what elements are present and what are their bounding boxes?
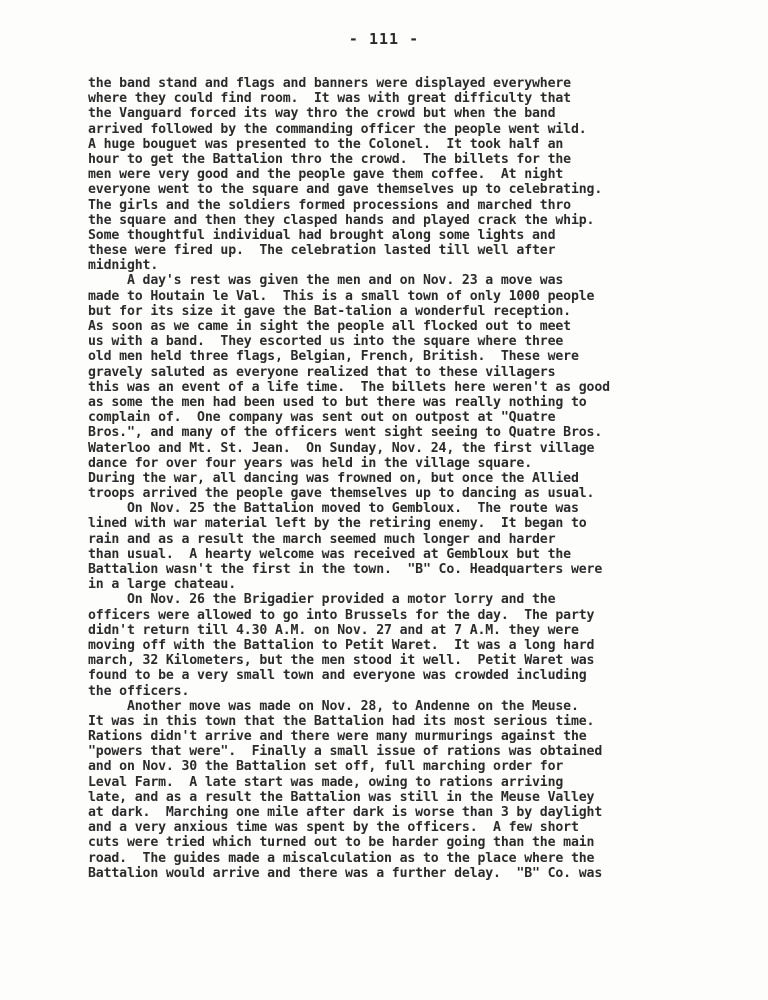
text-line: the band stand and flags and banners were displayed everywhere [88,76,571,91]
text-line: found to be a very small town and everyone was crowded including [88,668,587,684]
text-line: these were fired up. The celebration lasted till well after [88,243,556,259]
text-line: but for its size it gave the Bat-talion a wonderful reception. [88,303,571,319]
text-line: this was an event of a life time. The billets here weren't as good [88,379,610,395]
text-line: A huge bouguet was presented to the Colonel. It took half an [88,136,564,152]
text-line: the officers. [88,683,190,699]
text-line: Rations didn't arrive and there were many murmurings against the [88,729,587,745]
text-line: hour to get the Battalion thro the crowd. The billets for the [88,151,571,167]
text-line: didn't return till 4.30 A.M. on Nov. 27 and at 7 A.M. they were [88,622,579,638]
text-line: Waterloo and Mt. St. Jean. On Sunday, Nov. 24, the first village [88,440,595,456]
text-line: Some thoughtful individual had brought along some lights and [88,227,556,243]
text-line: us with a band. They escorted us into the square where three [88,334,564,350]
text-line: and on Nov. 30 the Battalion set off, full marching order for [88,759,564,775]
text-line: Battalion would arrive and there was a further delay. "B" Co. was [88,865,603,881]
text-line: the square and then they clasped hands and played crack the whip. [88,212,595,228]
text-line: midnight. [88,258,159,274]
text-line: road. The guides made a miscalculation as to the place where the [88,850,595,866]
text-line: Leval Farm. A late start was made, owing to rations arriving [88,774,564,790]
text-line: cuts were tried which turned out to be harder going than the main [88,835,595,851]
text-line: at dark. Marching one mile after dark is worse than 3 by daylight [88,805,603,820]
text-line: On Nov. 25 the Battalion moved to Gembloux. The route was [88,501,579,517]
text-line: The girls and the soldiers formed processions and marched thro [88,197,571,213]
text-line: the Vanguard forced its way thro the crowd but when the band [88,106,556,122]
text-line: made to Houtain le Val. This is a small town of only 1000 people [88,288,595,304]
text-line: Bros.", and many of the officers went sight seeing to Quatre Bros. [88,425,603,441]
page-number: - 111 - [348,30,420,48]
text-line: troops arrived the people gave themselves up to dancing as usual. [88,486,595,502]
text-line: and a very anxious time was spent by the officers. A few short [88,820,579,836]
text-line: in a large chateau. [88,577,237,593]
text-line: as some the men had been used to but there was really nothing to [88,394,587,410]
text-line: Another move was made on Nov. 28, to Andenne on the Meuse. [88,698,579,714]
text-line: arrived followed by the commanding officer the people went wild. [88,121,587,137]
text-line: everyone went to the square and gave themselves up to celebrating. [88,182,603,198]
text-line: Battalion wasn't the first in the town. "B" Co. Headquarters were [88,562,603,577]
text-line: late, and as a result the Battalion was still in the Meuse Valley [88,789,595,805]
body-text [88,76,713,881]
text-line: A day's rest was given the men and on Nov. 23 a move was [88,273,564,289]
text-line: old men held three flags, Belgian, French, British. These were [88,349,579,365]
text-line: where they could find room. It was with great difficulty that [88,91,571,107]
text-line: men were very good and the people gave them coffee. At night [88,167,564,183]
text-line: rain and as a result the march seemed much longer and harder [88,531,556,547]
text-line: than usual. A hearty welcome was received at Gembloux but the [88,546,571,562]
text-line: lined with war material left by the retiring enemy. It began to [88,516,587,532]
text-line: On Nov. 26 the Brigadier provided a motor lorry and the [88,592,556,608]
text-line: During the war, all dancing was frowned on, but once the Allied [88,470,579,486]
text-line: march, 32 Kilometers, but the men stood it well. Petit Waret was [88,653,595,669]
text-line: complain of. One company was sent out on outpost at "Quatre [88,410,556,426]
text-line: "powers that were". Finally a small issue of rations was obtained [88,744,603,760]
text-line: As soon as we came in sight the people all flocked out to meet [88,319,571,334]
text-line: gravely saluted as everyone realized that to these villagers [88,364,556,380]
text-line: officers were allowed to go into Brussels for the day. The party [88,607,595,623]
text-line: moving off with the Battalion to Petit Waret. It was a long hard [88,637,595,653]
text-line: dance for over four years was held in the village square. [88,455,533,471]
text-line: It was in this town that the Battalion had its most serious time. [88,713,595,729]
